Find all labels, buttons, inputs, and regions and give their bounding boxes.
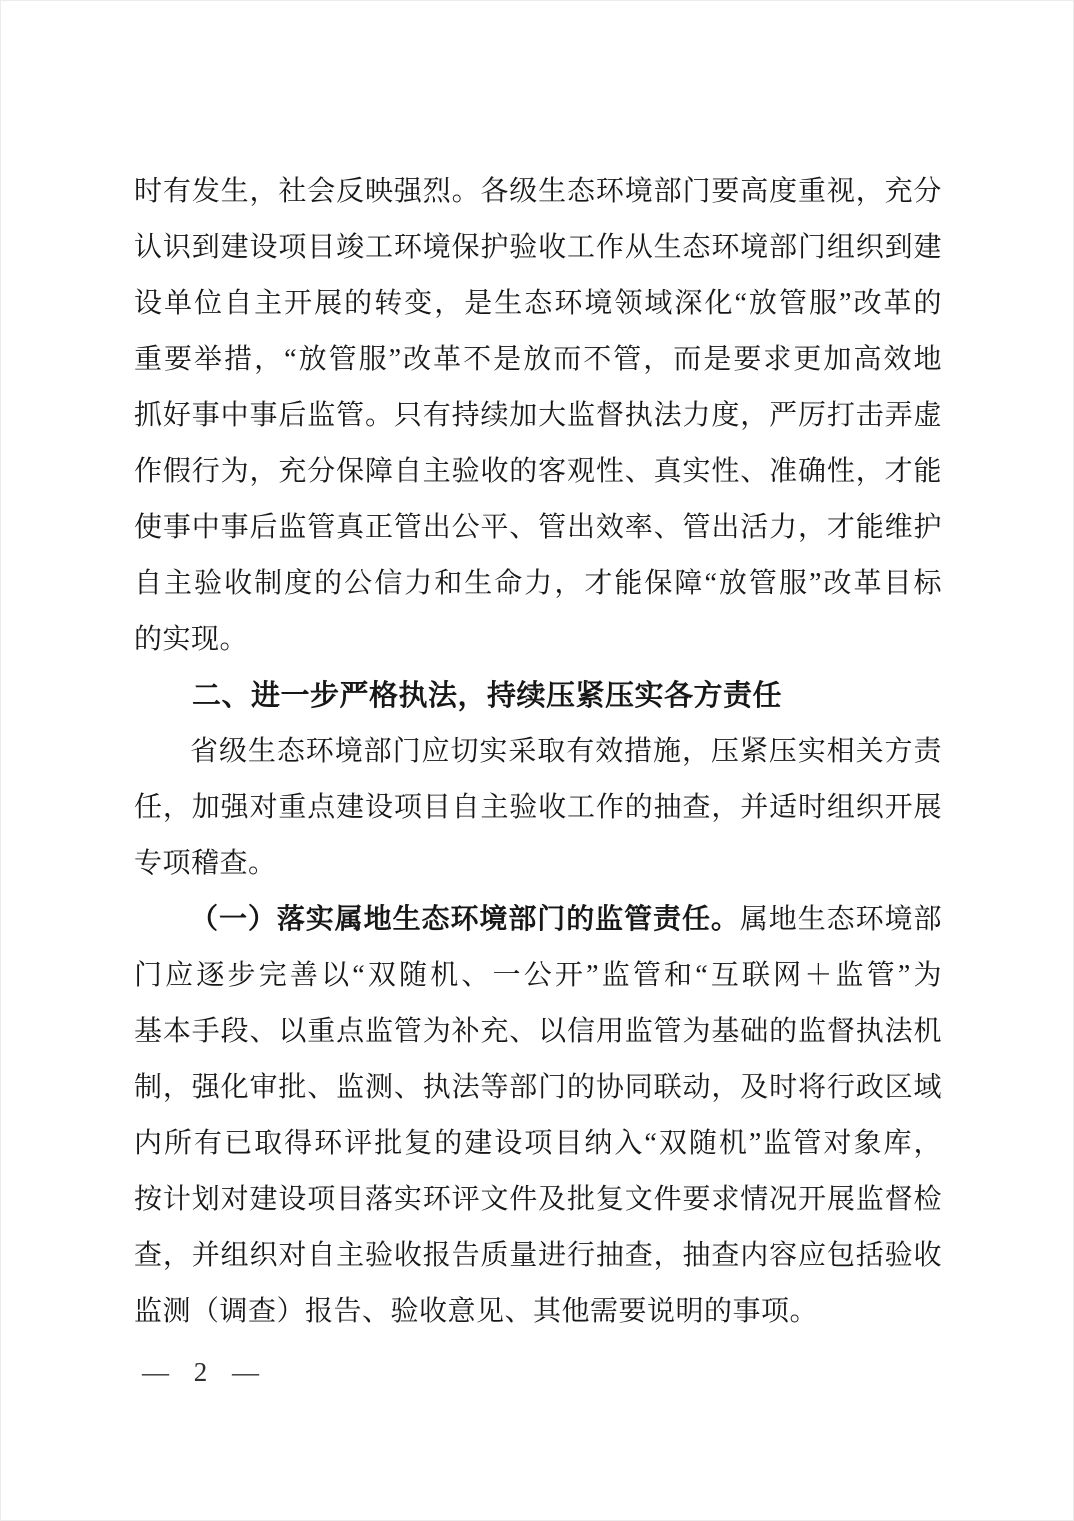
body-text-line: 任，加强对重点建设项目自主验收工作的抽查，并适时组织开展 [134, 792, 942, 823]
paragraph [134, 724, 942, 892]
body-text-line: 省级生态环境部门应切实采取有效措施，压紧压实相关方责 [190, 736, 942, 767]
section-heading: 二、进一步严格执法，持续压紧压实各方责任 [192, 680, 783, 712]
body-text-line: 监测（调查）报告、验收意见、其他需要说明的事项。 [134, 1296, 819, 1327]
paragraph-bold-lead: （一）落实属地生态环境部门的监管责任。 [190, 904, 740, 935]
body-text-line: 基本手段、以重点监管为补充、以信用监管为基础的监督执法机 [134, 1016, 942, 1047]
body-text-line: 作假行为，充分保障自主验收的客观性、真实性、准确性，才能 [134, 456, 942, 487]
body-text-line: 抓好事中事后监管。只有持续加大监督执法力度，严厉打击弄虚 [134, 400, 942, 431]
paragraph [134, 164, 942, 668]
body-text-line: 内所有已取得环评批复的建设项目纳入“双随机”监管对象库， [134, 1128, 942, 1159]
body-text-line: 专项稽查。 [134, 848, 277, 879]
body-text-line: 制，强化审批、监测、执法等部门的协同联动，及时将行政区域 [134, 1072, 942, 1103]
body-text-line: 认识到建设项目竣工环境保护验收工作从生态环境部门组织到建 [134, 232, 942, 263]
body-text-line: 按计划对建设项目落实环评文件及批复文件要求情况开展监督检 [134, 1184, 942, 1215]
page-number: — 2 — [142, 1357, 261, 1387]
body-text-line: 使事中事后监管真正管出公平、管出效率、管出活力，才能维护 [134, 512, 942, 543]
body-text-line: 门应逐步完善以“双随机、一公开”监管和“互联网＋监管”为 [134, 960, 942, 991]
body-text-line: 查，并组织对自主验收报告质量进行抽查，抽查内容应包括验收 [134, 1240, 942, 1271]
body-text-line: 重要举措，“放管服”改革不是放而不管，而是要求更加高效地 [134, 344, 942, 375]
document-text-block [134, 164, 942, 1340]
body-text-line: 自主验收制度的公信力和生命力，才能保障“放管服”改革目标 [134, 568, 942, 599]
paragraph [134, 892, 942, 1340]
body-text-line: 设单位自主开展的转变，是生态环境领域深化“放管服”改革的 [134, 288, 942, 319]
body-text-line: 的实现。 [134, 624, 249, 655]
body-text-line: 时有发生，社会反映强烈。各级生态环境部门要高度重视，充分 [134, 176, 942, 207]
body-text-span: 属地生态环境部 [739, 904, 942, 935]
body-text-line [134, 892, 942, 948]
